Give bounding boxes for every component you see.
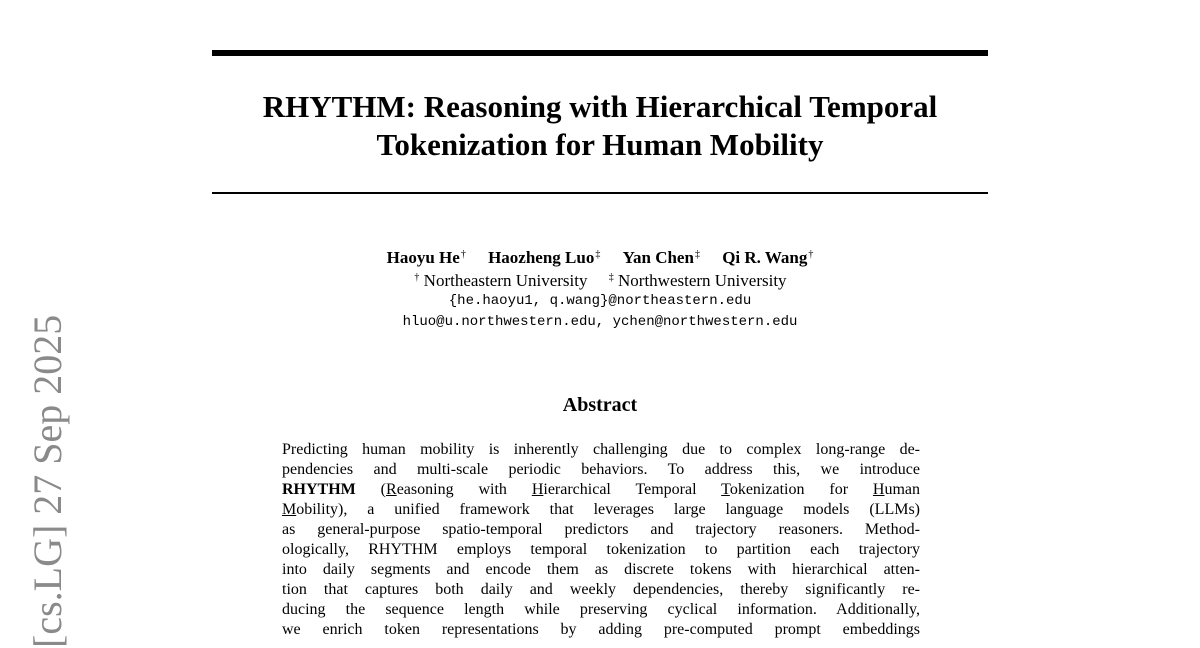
- affiliation: [608, 271, 787, 290]
- author-affil-mark: ‡: [595, 249, 601, 260]
- author-name: Haozheng Luo: [488, 248, 595, 267]
- author-name: Yan Chen: [622, 248, 694, 267]
- abstract-line: ologically, RHYTHM employs temporal tokenization to partition each trajectory: [282, 541, 920, 558]
- author-affil-mark: ‡: [694, 249, 700, 260]
- author-list: [212, 246, 988, 270]
- author-affil-mark: †: [808, 249, 814, 260]
- affiliations: [212, 270, 988, 291]
- acronym-letter: M: [282, 501, 297, 518]
- abstract-text: (: [355, 481, 387, 498]
- abstract-line: we enrich token representations by adding pre-computed prompt embeddings: [282, 621, 920, 638]
- abstract-line: pendencies and multi-scale periodic behaviors. To address this, we introduce: [282, 461, 920, 478]
- author-block: [212, 246, 988, 333]
- title-top-rule: [212, 50, 988, 56]
- abstract-text: okenization for: [729, 481, 873, 498]
- acronym-letter: R: [386, 481, 397, 498]
- author: [488, 246, 600, 270]
- abstract-text: ierarchical Temporal: [543, 481, 722, 498]
- affiliation-name: Northeastern University: [423, 271, 588, 290]
- abstract-text: easoning with: [396, 481, 532, 498]
- paper-title: [212, 88, 988, 164]
- author: [623, 246, 700, 270]
- affiliation-mark: †: [414, 272, 420, 283]
- author-name: Haoyu He: [386, 248, 460, 267]
- author: [722, 246, 813, 270]
- author-affil-mark: †: [460, 249, 466, 260]
- affiliation-mark: ‡: [608, 272, 614, 283]
- title-line-1: RHYTHM: Reasoning with Hierarchical Temporal: [262, 89, 938, 124]
- author-name: Qi R. Wang: [722, 248, 808, 267]
- acronym-letter: H: [872, 481, 885, 498]
- affiliation-name: Northwestern University: [618, 271, 787, 290]
- title-bottom-rule: [212, 192, 988, 194]
- abstract-line: [282, 500, 920, 520]
- abstract-line: Predicting human mobility is inherently challenging due to complex long-range de-: [282, 441, 920, 458]
- email-line-2: hluo@u.northwestern.edu, ychen@northwestern.edu: [402, 314, 798, 330]
- acronym-letter: H: [531, 481, 544, 498]
- abstract-line: as general-purpose spatio-temporal predictors and trajectory reasoners. Method-: [282, 521, 920, 538]
- abstract-heading: Abstract: [562, 394, 638, 416]
- author: [387, 246, 466, 270]
- method-name: RHYTHM: [282, 481, 356, 498]
- abstract-line: tion that captures both daily and weekly dependencies, thereby significantly re-: [282, 581, 920, 598]
- abstract-text: uman: [884, 481, 920, 498]
- arxiv-stamp: [cs.LG] 27 Sep 2025: [25, 314, 70, 648]
- title-line-2: Tokenization for Human Mobility: [376, 127, 824, 162]
- abstract-line: into daily segments and encode them as discrete tokens with hierarchical atten-: [282, 561, 920, 578]
- abstract-body: [282, 440, 920, 640]
- abstract-line: ducing the sequence length while preserving cyclical information. Additionally,: [282, 601, 920, 618]
- affiliation: [413, 271, 587, 290]
- abstract-text: obility), a unified framework that leverages large language models (LLMs): [296, 501, 920, 518]
- abstract-line: [282, 480, 920, 500]
- email-line-1: {he.haoyu1, q.wang}@northeastern.edu: [448, 293, 752, 309]
- acronym-letter: T: [721, 481, 730, 498]
